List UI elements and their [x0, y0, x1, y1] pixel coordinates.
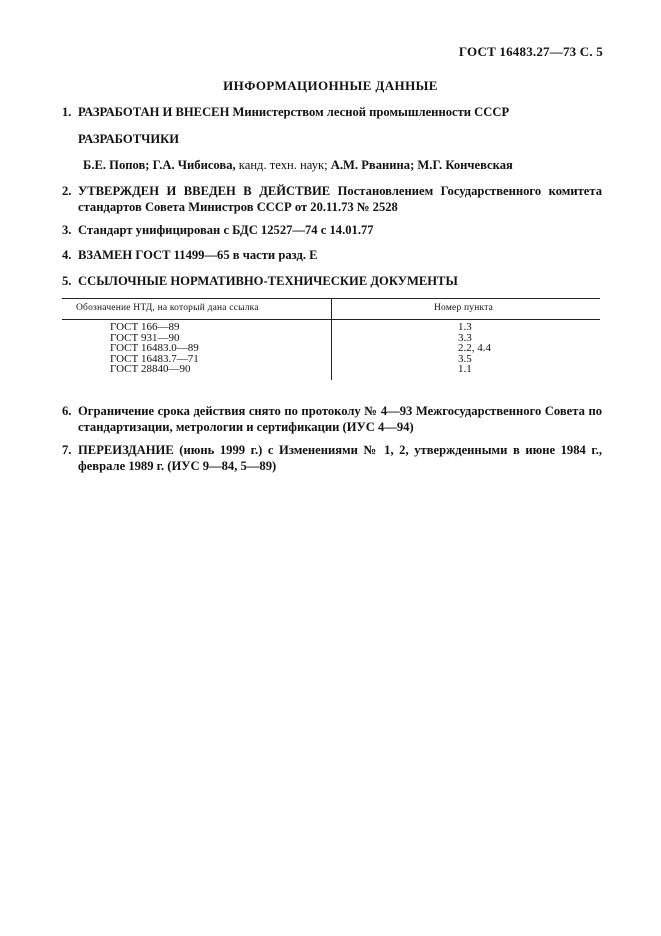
page-header-code: ГОСТ 16483.27—73 С. 5	[458, 44, 603, 59]
item-number: 1.	[62, 105, 72, 119]
table-cell-clause: 3.5	[458, 352, 472, 365]
item-number: 2.	[62, 184, 72, 198]
item-text: Стандарт унифицирован с БДС 12527—74 с 14.01.77	[78, 223, 374, 237]
table-cell-document: ГОСТ 16483.0—89	[110, 342, 199, 355]
item-4	[62, 247, 602, 263]
item-text: Ограничение срока действия снято по протоколу № 4—93 Межгосударственного Совета по стандартизации, метрологии и сертификации (ИУС 4—94)	[78, 404, 602, 434]
item-3	[62, 222, 602, 238]
table-header-document: Обозначение НТД, на который дана ссылка	[76, 303, 259, 313]
table-cell-document: ГОСТ 166—89	[110, 321, 180, 333]
developers-degree: канд. техн. наук;	[235, 158, 328, 172]
item-text: ПЕРЕИЗДАНИЕ (июнь 1999 г.) с Изменениями № 1, 2, утвержденными в июне 1984 г., феврале 1989 г. (ИУС 9—84, 5—89)	[78, 443, 602, 473]
developers-names-b: А.М. Рванина; М.Г. Кончевская	[327, 158, 513, 172]
table-cell-document: ГОСТ 28840—90	[110, 363, 191, 376]
item-text: ВЗАМЕН ГОСТ 11499—65 в части разд. Е	[78, 248, 318, 262]
item-number: 6.	[62, 404, 72, 418]
developers-names-a: Б.Е. Попов; Г.А. Чибисова,	[83, 158, 236, 172]
item-1	[62, 104, 602, 120]
item-text: РАЗРАБОТАН И ВНЕСЕН Министерством лесной промышленности СССР	[78, 105, 510, 119]
table-cell-clause: 1.3	[458, 321, 472, 333]
table-cell-clause: 1.1	[458, 363, 472, 376]
item-7	[62, 442, 602, 474]
item-number: 7.	[62, 443, 72, 457]
item-6	[62, 403, 602, 435]
item-2	[62, 183, 602, 215]
table-column-divider	[331, 298, 332, 380]
reference-table	[62, 298, 600, 380]
table-header-clause: Номер пункта	[434, 303, 494, 313]
table-column-clauses	[458, 322, 491, 375]
developers-heading	[62, 131, 602, 147]
item-number: 5.	[62, 274, 72, 288]
table-cell-clause: 2.2, 4.4	[458, 342, 491, 355]
table-cell-document: ГОСТ 931—90	[110, 331, 180, 344]
item-number: 4.	[62, 248, 72, 262]
item-text: УТВЕРЖДЕН И ВВЕДЕН В ДЕЙСТВИЕ Постановлением Государственного комитета стандартов Совета Министров СССР от 20.11.73 № 2528	[78, 184, 602, 214]
item-5	[62, 273, 602, 289]
table-cell-document: ГОСТ 16483.7—71	[110, 352, 199, 365]
table-column-documents	[110, 322, 199, 375]
developers-list	[83, 157, 623, 173]
item-text: ССЫЛОЧНЫЕ НОРМАТИВНО-ТЕХНИЧЕСКИЕ ДОКУМЕНТЫ	[78, 274, 458, 288]
table-cell-clause: 3.3	[458, 331, 472, 344]
item-number: 3.	[62, 223, 72, 237]
page-title: ИНФОРМАЦИОННЫЕ ДАННЫЕ	[223, 78, 438, 93]
item-text: РАЗРАБОТЧИКИ	[78, 132, 180, 146]
